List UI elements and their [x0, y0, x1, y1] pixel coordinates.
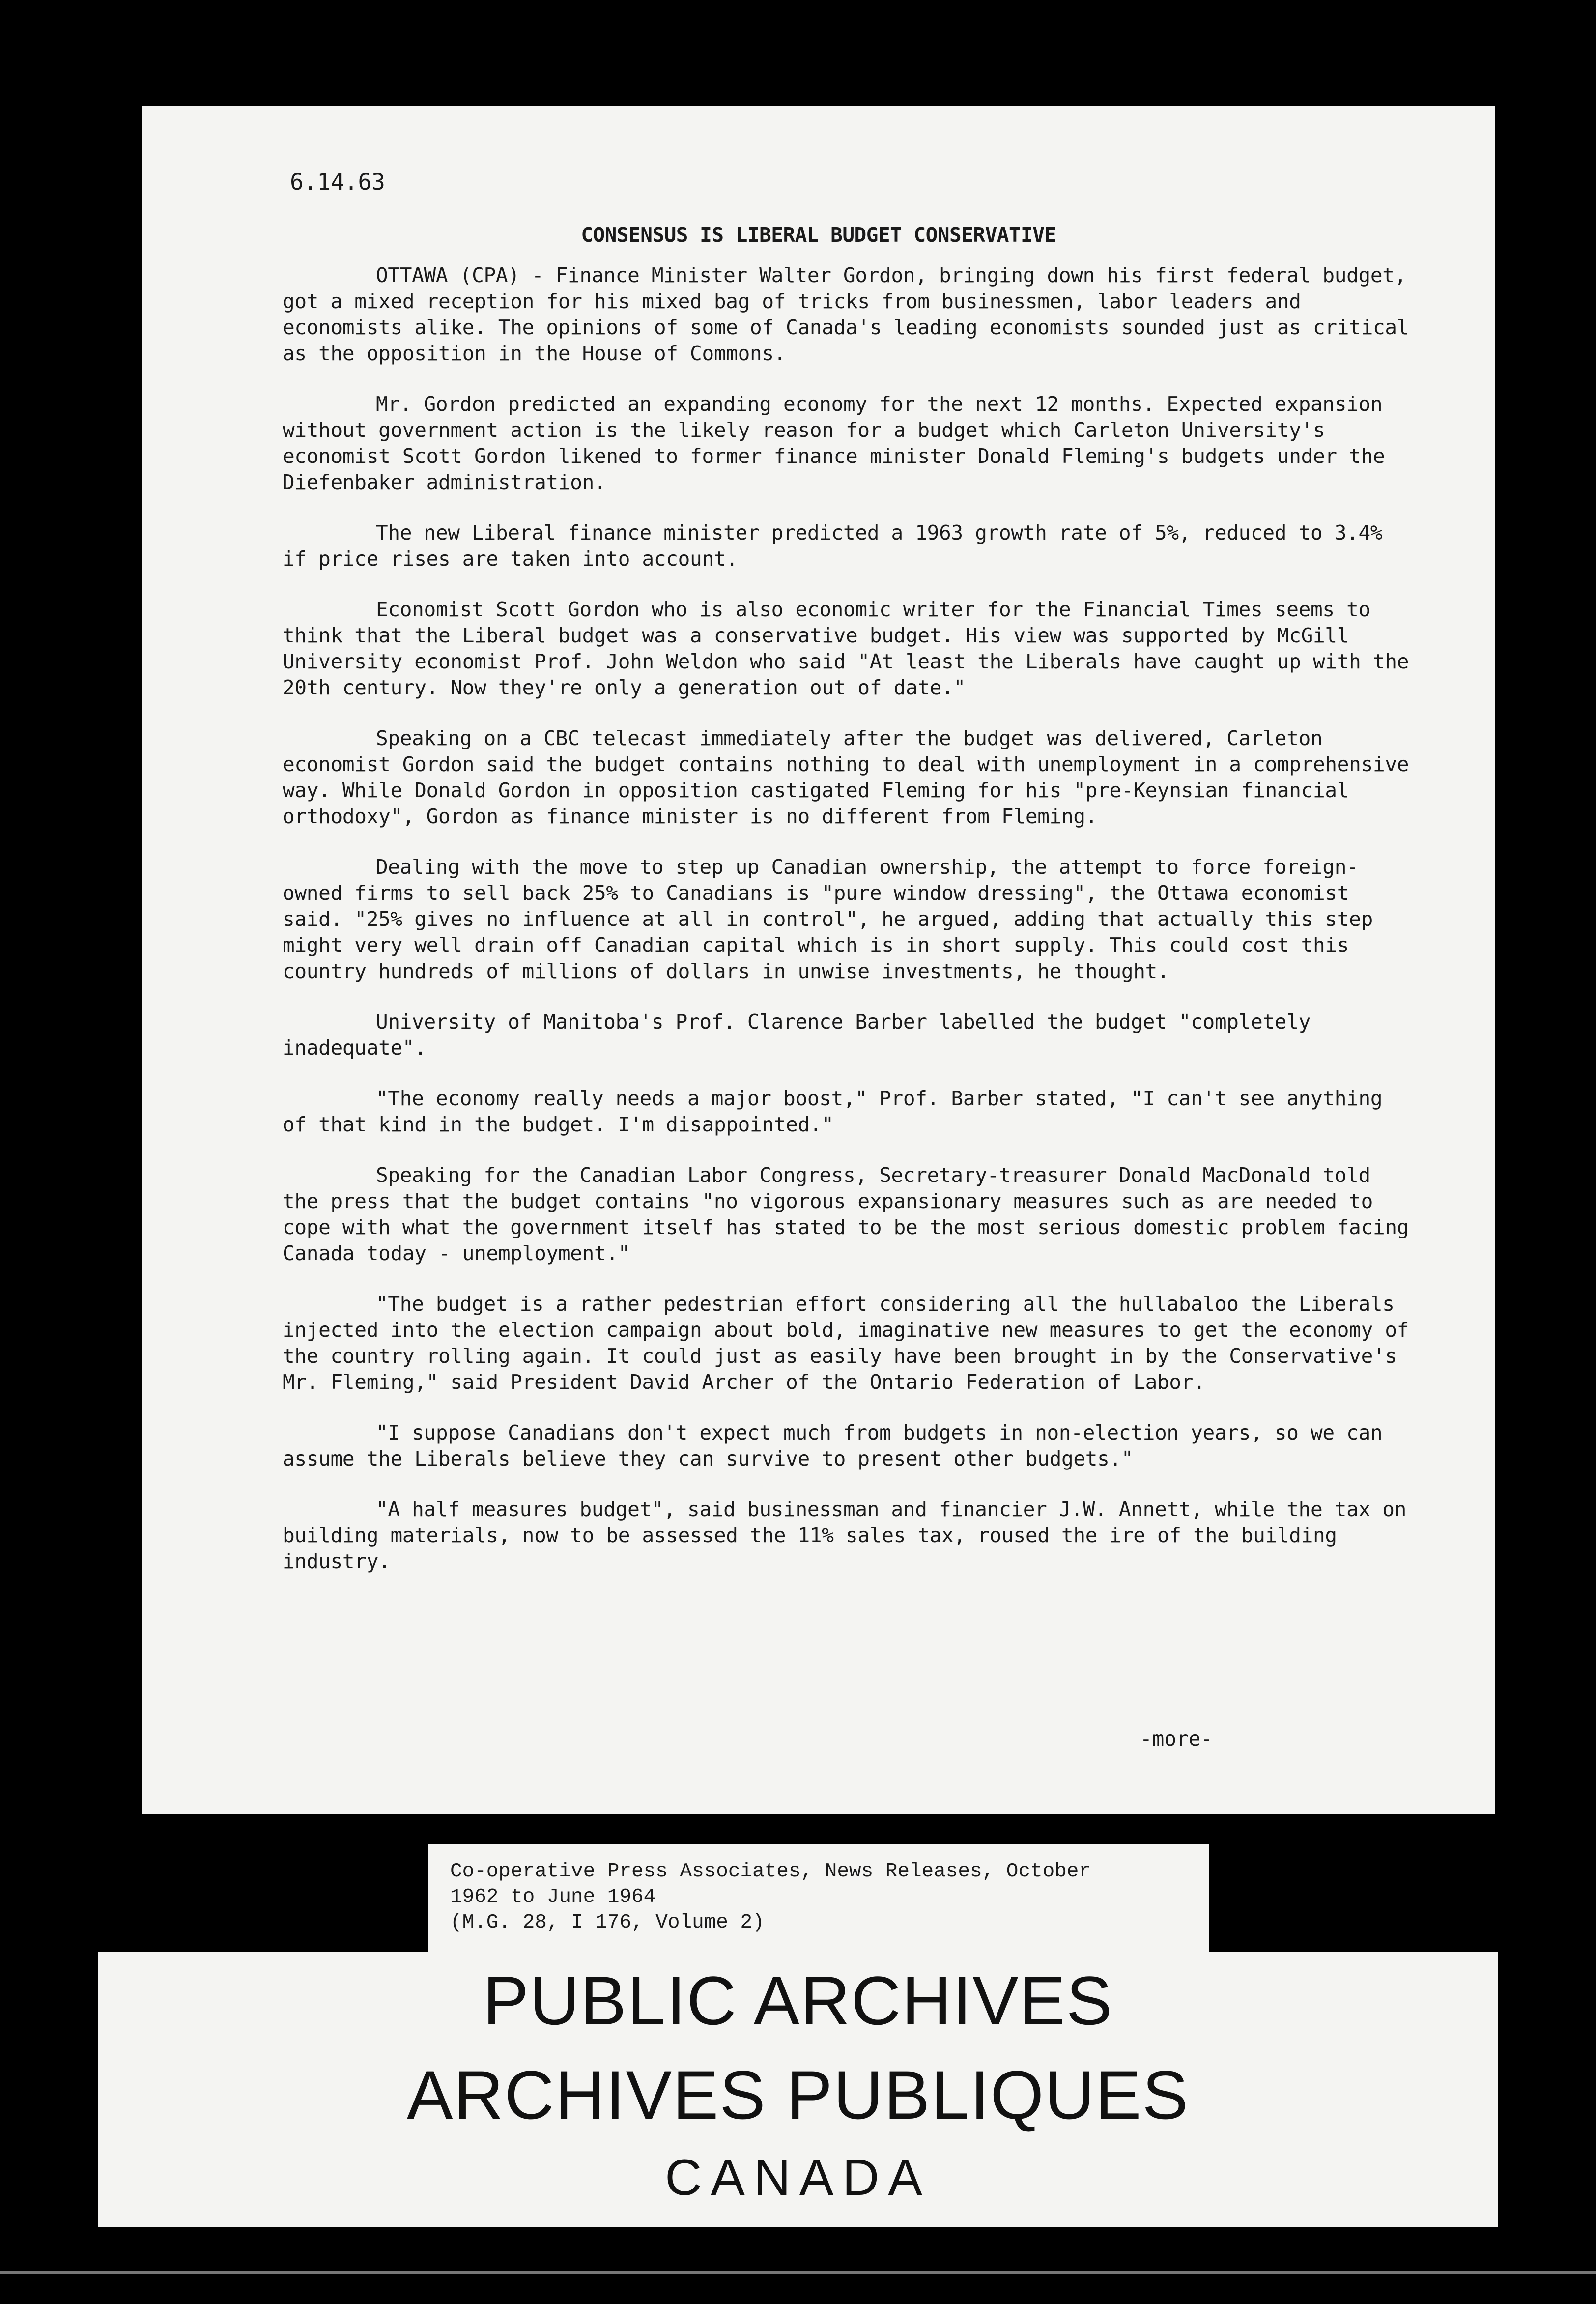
more-marker: -more-: [1140, 1727, 1213, 1751]
paragraph: Mr. Gordon predicted an expanding economy for the next 12 months. Expected expansion without government action is the likely reason for a budget which Carleton University's economist Scott Gordon likened to former finance minister Donald Fleming's budgets under the Diefenbaker administration.: [283, 392, 1385, 494]
paragraph: The new Liberal finance minister predicted a 1963 growth rate of 5%, reduced to 3.4% if price rises are taken into account.: [283, 521, 1383, 571]
archives-heading-english: PUBLIC ARCHIVES: [483, 1962, 1113, 2039]
paragraph: University of Manitoba's Prof. Clarence Barber labelled the budget "completely inadequate".: [283, 1010, 1311, 1060]
archives-stamp-panel: [98, 1952, 1498, 2227]
document-page: [142, 106, 1495, 1814]
label-line: Co-operative Press Associates, News Releases, October: [450, 1860, 1091, 1883]
label-line: (M.G. 28, I 176, Volume 2): [450, 1911, 765, 1934]
document-date: 6.14.63: [290, 169, 385, 195]
paragraph: "I suppose Canadians don't expect much from budgets in non-election years, so we can assume the Liberals believe they can survive to present other budgets.": [283, 1421, 1383, 1470]
archives-country: CANADA: [665, 2149, 931, 2206]
paragraph: "The economy really needs a major boost," Prof. Barber stated, "I can't see anything of that kind in the budget. I'm disappointed.": [283, 1087, 1383, 1136]
film-edge-divider: [0, 2271, 1596, 2274]
paragraph: Speaking on a CBC telecast immediately after the budget was delivered, Carleton economist Gordon said the budget contains nothing to deal with unemployment in a comprehensive way. While Donald Gordon in opposition castigated Fleming for his "pre-Keynsian financial orthodoxy", Gordon as finance minister is no different from Fleming.: [283, 726, 1409, 828]
paragraph: "The budget is a rather pedestrian effort considering all the hullabaloo the Liberals injected into the election campaign about bold, imaginative new measures to get the economy of the country rolling again. It could just as easily have been brought in by the Conservative's Mr. Fleming," said President David Archer of the Ontario Federation of Labor.: [283, 1292, 1409, 1394]
archives-heading-french: ARCHIVES PUBLIQUES: [407, 2056, 1189, 2133]
paragraph: Speaking for the Canadian Labor Congress, Secretary-treasurer Donald MacDonald told the press that the budget contains "no vigorous expansionary measures such as are needed to cope with what the government itself has stated to be the most serious domestic problem facing Canada today - unemployment.": [283, 1163, 1409, 1265]
paragraph: Economist Scott Gordon who is also economic writer for the Financial Times seems to think that the Liberal budget was a conservative budget. His view was supported by McGill University economist Prof. John Weldon who said "At least the Liberals have caught up with the 20th century. Now they're only a generation out of date.": [283, 598, 1409, 699]
paragraph: Dealing with the move to step up Canadian ownership, the attempt to force foreign-owned firms to sell back 25% to Canadians is "pure window dressing", the Ottawa economist said. "25% gives no influence at all in control", he argued, adding that actually this step might very well drain off Canadian capital which is in short supply. This could cost this country hundreds of millions of dollars in unwise investments, he thought.: [283, 855, 1373, 983]
document-title: CONSENSUS IS LIBERAL BUDGET CONSERVATIVE: [581, 223, 1056, 247]
paragraph: OTTAWA (CPA) - Finance Minister Walter Gordon, bringing down his first federal budget, got a mixed reception for his mixed bag of tricks from businessmen, labor leaders and economists alike. The opinions of some of Canada's leading economists sounded just as critical as the opposition in the House of Commons.: [283, 263, 1409, 365]
document-body: [283, 262, 1413, 1599]
archive-label-slip: [428, 1844, 1209, 1952]
label-line: 1962 to June 1964: [450, 1886, 656, 1908]
paragraph: "A half measures budget", said businessman and financier J.W. Annett, while the tax on building materials, now to be assessed the 11% sales tax, roused the ire of the building industry.: [283, 1498, 1407, 1573]
